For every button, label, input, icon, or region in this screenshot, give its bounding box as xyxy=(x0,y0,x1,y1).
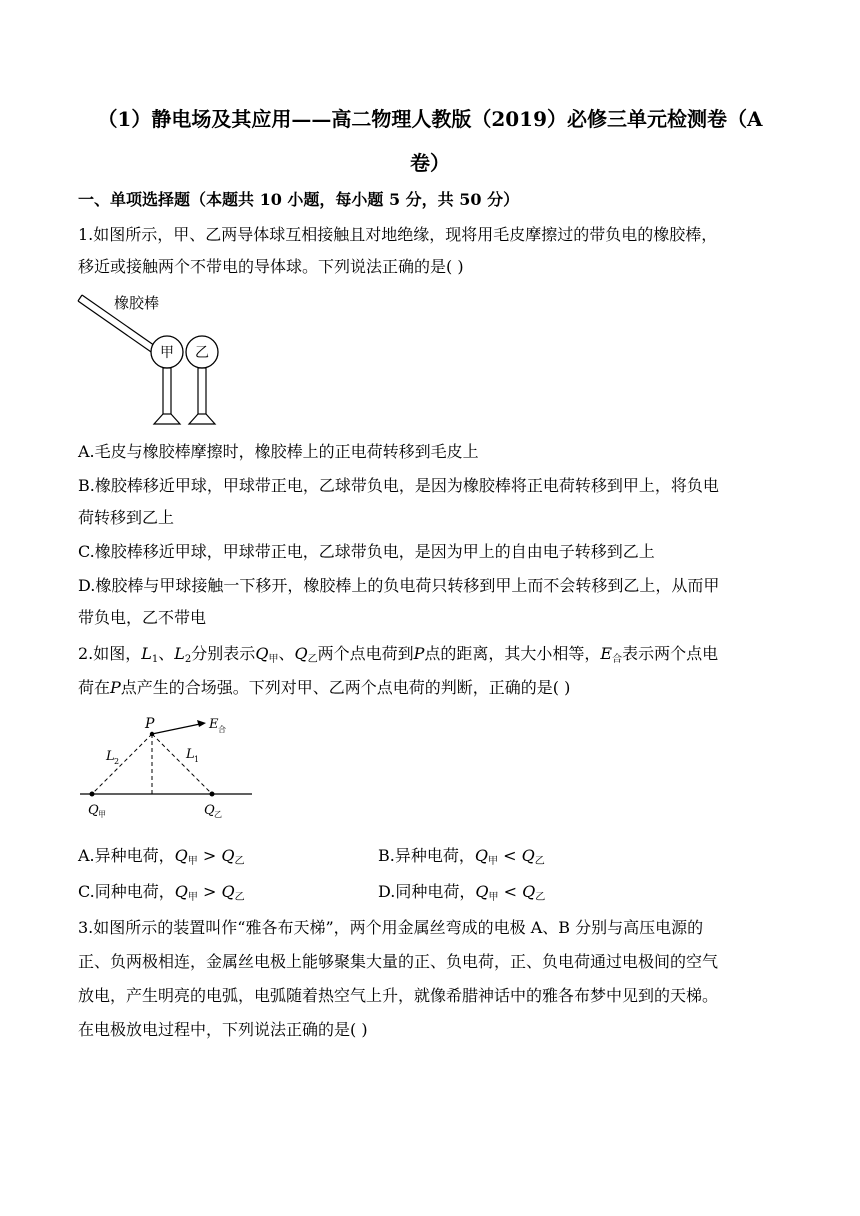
section-heading: 一、单项选择题（本题共 10 小题，每小题 5 分，共 50 分） xyxy=(78,190,520,209)
q3-stem-line4: 在电极放电过程中，下列说法正确的是( ) xyxy=(78,1020,368,1039)
charge-q-jia xyxy=(90,792,95,797)
q1-stem-line1: 1.如图所示，甲、乙两导体球互相接触且对地绝缘，现将用毛皮摩擦过的带负电的橡胶棒， xyxy=(78,225,718,244)
q1-option-b-line2: 荷转移到乙上 xyxy=(78,508,175,527)
q1-option-b-line1: B.橡胶棒移近甲球，甲球带正电，乙球带负电，是因为橡胶棒将正电荷转移到甲上，将负电 xyxy=(78,476,719,495)
label-q-jia-sub: 甲 xyxy=(98,810,106,819)
point-p xyxy=(150,732,154,736)
q1-option-c: C.橡胶棒移近甲球，甲球带正电，乙球带负电，是因为甲上的自由电子转移到乙上 xyxy=(78,542,655,561)
q3-stem-line2: 正、负两极相连，金属丝电极上能够聚集大量的正、负电荷，正、负电荷通过电极间的空气 xyxy=(78,952,719,971)
charge-q-yi xyxy=(210,792,215,797)
label-p: P xyxy=(145,716,155,732)
q2-stem-line1: 2.如图，$L_1$、$L_2$分别表示$Q_甲$、$Q_乙$两个点电荷到P点的距离，其大小相等，$E_合$表示两个点电 xyxy=(78,644,719,665)
label-e-sub: 合 xyxy=(218,725,226,734)
q2-option-b: B.异种电荷，$Q_甲 < Q_乙$ xyxy=(378,846,545,867)
q2-option-c: C.同种电荷，$Q_甲 > Q_乙$ xyxy=(78,882,245,903)
rod-label: 橡胶棒 xyxy=(114,294,160,312)
q2-option-d: D.同种电荷，$Q_甲 < Q_乙$ xyxy=(378,882,546,903)
q2-stem-line2: 荷在P点产生的合场强。下列对甲、乙两个点电荷的判断，正确的是( ) xyxy=(78,678,571,697)
label-q-yi: Q xyxy=(204,803,215,818)
document-title-line1: （1）静电场及其应用——高二物理人教版（2019）必修三单元检测卷（A xyxy=(97,107,763,131)
label-l1-sub: 1 xyxy=(194,755,200,764)
ball-yi-label: 乙 xyxy=(195,345,209,361)
q2-option-a: A.异种电荷，$Q_甲 > Q_乙$ xyxy=(78,846,245,867)
line-l2 xyxy=(92,734,152,794)
e-field-arrowhead xyxy=(197,720,206,727)
q2-figure xyxy=(76,712,256,824)
label-e: E xyxy=(209,717,219,732)
q1-option-a: A.毛皮与橡胶棒摩擦时，橡胶棒上的正电荷转移到毛皮上 xyxy=(78,442,479,461)
line-l1 xyxy=(152,734,212,794)
ball-jia-label: 甲 xyxy=(160,345,174,361)
document-title-line2: 卷） xyxy=(410,151,450,175)
stand-jia xyxy=(154,368,180,424)
q1-stem-line2: 移近或接触两个不带电的导体球。下列说法正确的是( ) xyxy=(78,257,464,276)
stand-yi xyxy=(189,368,215,424)
q3-stem-line3: 放电，产生明亮的电弧，电弧随着热空气上升，就像希腊神话中的雅各布梦中见到的天梯。 xyxy=(78,986,719,1005)
label-l2-sub: 2 xyxy=(114,757,120,766)
e-field-arrow xyxy=(152,724,200,734)
q1-figure xyxy=(76,286,246,430)
label-l2: L xyxy=(106,749,115,764)
label-q-jia: Q xyxy=(88,803,99,818)
q1-option-d-line1: D.橡胶棒与甲球接触一下移开，橡胶棒上的负电荷只转移到甲上而不会转移到乙上，从而甲 xyxy=(78,576,720,595)
q1-option-d-line2: 带负电，乙不带电 xyxy=(78,608,207,627)
label-l1: L xyxy=(186,747,195,762)
label-q-yi-sub: 乙 xyxy=(214,810,222,819)
q3-stem-line1: 3.如图所示的装置叫作“雅各布天梯”，两个用金属丝弯成的电极 A、B 分别与高压电源的 xyxy=(78,918,704,937)
